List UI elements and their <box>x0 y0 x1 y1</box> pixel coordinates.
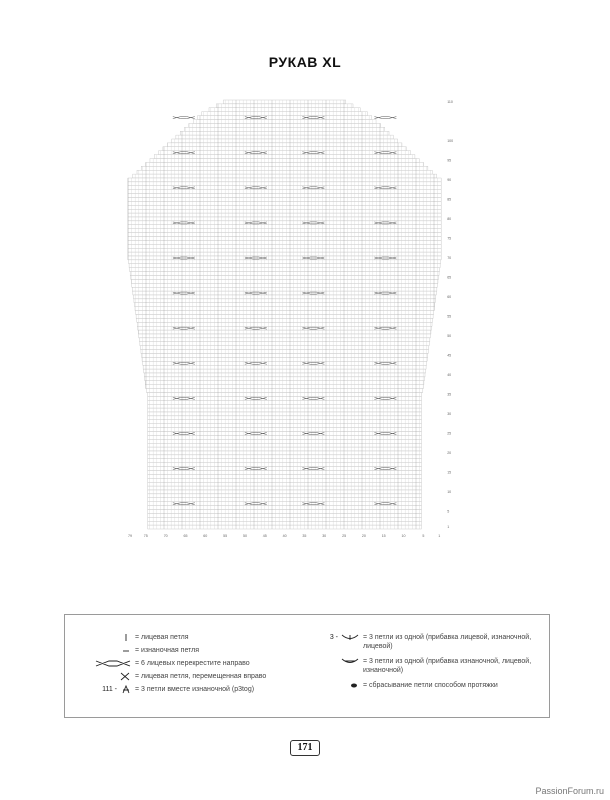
stitch-number: 50 <box>243 534 247 538</box>
chart-row <box>137 318 433 322</box>
inc-purl-icon <box>309 657 363 666</box>
stitch-number: 1 <box>438 534 441 538</box>
cross-icon <box>73 672 135 681</box>
chart-row <box>137 322 432 326</box>
chart-row <box>148 393 422 397</box>
chart-row <box>128 209 441 213</box>
row-number: 20 <box>447 451 452 455</box>
chart-row <box>163 147 406 151</box>
chart-row <box>129 264 440 268</box>
legend-text: = 3 петли из одной (прибавка изнаночной, лицевой, изнаночной) <box>363 658 532 674</box>
chart-row <box>148 498 422 502</box>
chart-row <box>143 361 427 365</box>
stitch-number: 55 <box>223 534 228 538</box>
chart-row <box>148 521 422 525</box>
legend-item <box>309 681 545 690</box>
chart-row <box>148 404 422 408</box>
chart-row <box>180 131 389 135</box>
stitch-number: 35 <box>302 534 307 538</box>
stitch-number: 5 <box>422 534 425 538</box>
chart-row <box>202 112 368 116</box>
row-number: 70 <box>447 256 452 260</box>
chart-row <box>141 166 428 170</box>
stitch-number: 75 <box>143 534 148 538</box>
chart-row <box>134 299 435 303</box>
row-number: 100 <box>447 139 454 143</box>
knit-icon <box>73 633 135 642</box>
chart-row <box>128 178 441 182</box>
legend-text: = сбрасывание петли способом протяжки <box>363 682 498 689</box>
stitch-number: 79 <box>128 534 132 538</box>
row-number: 75 <box>447 236 452 241</box>
chart-row <box>128 182 441 186</box>
chart-row <box>148 478 422 482</box>
chart-row <box>139 338 430 342</box>
chart-row <box>146 385 424 389</box>
legend <box>64 614 550 718</box>
chart-row <box>134 303 434 307</box>
chart-row <box>128 225 441 229</box>
legend-text: = изнаночная петля <box>135 647 200 654</box>
row-number: 25 <box>447 431 452 436</box>
chart-row <box>150 159 419 163</box>
chart-row <box>146 389 422 393</box>
chart-row <box>136 315 433 319</box>
chart-row <box>172 139 398 143</box>
chart-row <box>176 135 393 139</box>
chart-row <box>148 463 422 467</box>
chart-row <box>148 474 422 478</box>
chart-row <box>128 198 441 202</box>
chart-row <box>136 311 434 315</box>
chart-row <box>128 201 441 205</box>
knitting-chart <box>110 92 500 542</box>
stitch-number: 60 <box>203 534 208 538</box>
row-number: 5 <box>447 509 450 514</box>
chart-row <box>197 116 371 120</box>
legend-item <box>73 672 301 681</box>
chart-row <box>216 104 353 108</box>
inc-knit-icon <box>309 633 363 642</box>
chart-row <box>142 354 428 358</box>
legend-text: = 3 петли из одной (прибавка лицевой, изнаночной, лицевой) <box>363 634 532 650</box>
chart-row <box>148 467 422 471</box>
chart-row <box>148 420 422 424</box>
chart-row <box>145 381 424 385</box>
stitch-number: 10 <box>401 534 406 538</box>
chart-row <box>128 256 441 260</box>
row-number: 90 <box>447 178 452 182</box>
chart-row <box>133 295 435 299</box>
row-number: 95 <box>447 158 452 163</box>
chart-row <box>140 342 429 346</box>
row-number: 110 <box>447 100 453 104</box>
chart-row <box>130 268 440 272</box>
purl-icon <box>73 646 135 655</box>
chart-row <box>128 221 441 225</box>
chart-row <box>128 237 441 241</box>
row-number: 85 <box>447 197 452 202</box>
legend-item <box>73 659 301 668</box>
chart-row <box>128 252 441 256</box>
page-number: 171 <box>290 740 320 756</box>
legend-right-column <box>309 633 545 694</box>
chart-row <box>128 190 441 194</box>
chart-row <box>148 439 422 443</box>
row-number: 45 <box>447 353 452 358</box>
chart-row <box>148 490 422 494</box>
cable-mark <box>374 117 396 119</box>
stitch-number: 70 <box>163 534 168 538</box>
legend-item <box>73 633 301 642</box>
row-number: 15 <box>447 470 452 475</box>
chart-row <box>148 486 422 490</box>
chart-row <box>144 369 426 373</box>
chart-row <box>128 213 441 217</box>
chart-row <box>144 373 425 377</box>
chart-row <box>148 400 422 404</box>
chart-row <box>128 217 441 221</box>
chart-row <box>142 357 427 361</box>
p3tog-icon <box>73 685 135 694</box>
chart-row <box>148 502 422 506</box>
chart-row <box>148 517 422 521</box>
row-number: 65 <box>447 275 452 280</box>
chart-row <box>148 494 422 498</box>
chart-row <box>148 428 422 432</box>
chart-row <box>128 240 441 244</box>
chart-row <box>148 432 422 436</box>
chart-row <box>209 108 360 112</box>
chart-row <box>148 396 422 400</box>
stitch-number: 65 <box>183 534 188 538</box>
legend-text: = лицевая петля, перемещенная вправо <box>135 673 267 680</box>
legend-text: = лицевая петля <box>135 634 189 641</box>
legend-item <box>73 685 301 694</box>
stitch-number: 15 <box>381 534 386 538</box>
cable-icon <box>73 659 135 668</box>
chart-row <box>128 205 441 209</box>
cable-mark <box>173 117 195 119</box>
legend-item <box>309 633 545 651</box>
chart-row <box>131 279 438 283</box>
chart-row <box>130 272 439 276</box>
chart-row <box>128 244 441 248</box>
chart-row <box>128 233 441 237</box>
chart-row <box>135 307 434 311</box>
chart-row <box>138 326 432 330</box>
row-number: 80 <box>447 217 452 221</box>
drop-icon <box>309 681 363 690</box>
legend-left-column <box>73 633 301 698</box>
chart-row <box>128 248 441 252</box>
chart-row <box>128 194 441 198</box>
chart-row <box>148 459 422 463</box>
chart-row <box>148 525 422 529</box>
chart-row <box>148 510 422 514</box>
chart-row <box>140 346 428 350</box>
row-number: 60 <box>447 295 452 299</box>
chart-row <box>223 100 345 104</box>
chart-row <box>154 155 415 159</box>
stitch-number: 30 <box>322 534 327 538</box>
row-number: 1 <box>447 525 450 530</box>
chart-row <box>148 451 422 455</box>
chart-row <box>148 482 422 486</box>
page-title: РУКАВ XL <box>268 54 342 70</box>
stitch-number: 45 <box>262 534 267 538</box>
legend-item <box>309 657 545 675</box>
chart-row <box>132 283 438 287</box>
chart-row <box>148 447 422 451</box>
chart-row <box>128 186 441 190</box>
chart-row <box>148 455 422 459</box>
inc-prefix: 3 - <box>329 634 338 641</box>
row-number: 55 <box>447 314 452 319</box>
chart-row <box>193 120 376 124</box>
chart-row <box>128 229 441 233</box>
row-number: 50 <box>447 334 452 338</box>
chart-row <box>148 408 422 412</box>
legend-item <box>73 646 301 655</box>
chart-row <box>189 123 381 127</box>
chart-row <box>148 506 422 510</box>
chart-row <box>148 412 422 416</box>
row-number: 35 <box>447 392 452 397</box>
row-number: 30 <box>447 412 452 416</box>
chart-row <box>148 416 422 420</box>
stitch-number: 20 <box>361 534 366 538</box>
p3tog-prefix: 111 - <box>102 686 117 693</box>
chart-row <box>148 443 422 447</box>
chart-row <box>148 435 422 439</box>
chart-row <box>132 287 437 291</box>
row-number: 40 <box>447 373 452 377</box>
chart-row <box>145 377 425 381</box>
legend-text: = 3 петли вместе изнаночной (p3tog) <box>135 686 255 693</box>
chart-row <box>146 162 424 166</box>
chart-row <box>139 334 431 338</box>
chart-row <box>131 276 439 280</box>
row-number: 10 <box>447 490 452 494</box>
chart-row <box>148 424 422 428</box>
chart-row <box>148 471 422 475</box>
chart-row <box>129 260 441 264</box>
chart-row <box>141 350 428 354</box>
stitch-number: 40 <box>282 534 287 538</box>
stitch-number: 25 <box>342 534 347 538</box>
chart-row <box>148 513 422 517</box>
chart-row <box>167 143 402 147</box>
watermark: PassionForum.ru <box>535 786 604 796</box>
chart-row <box>137 170 432 174</box>
legend-text: = 6 лицевых перекрестите направо <box>135 660 250 667</box>
chart-grid <box>128 100 441 529</box>
